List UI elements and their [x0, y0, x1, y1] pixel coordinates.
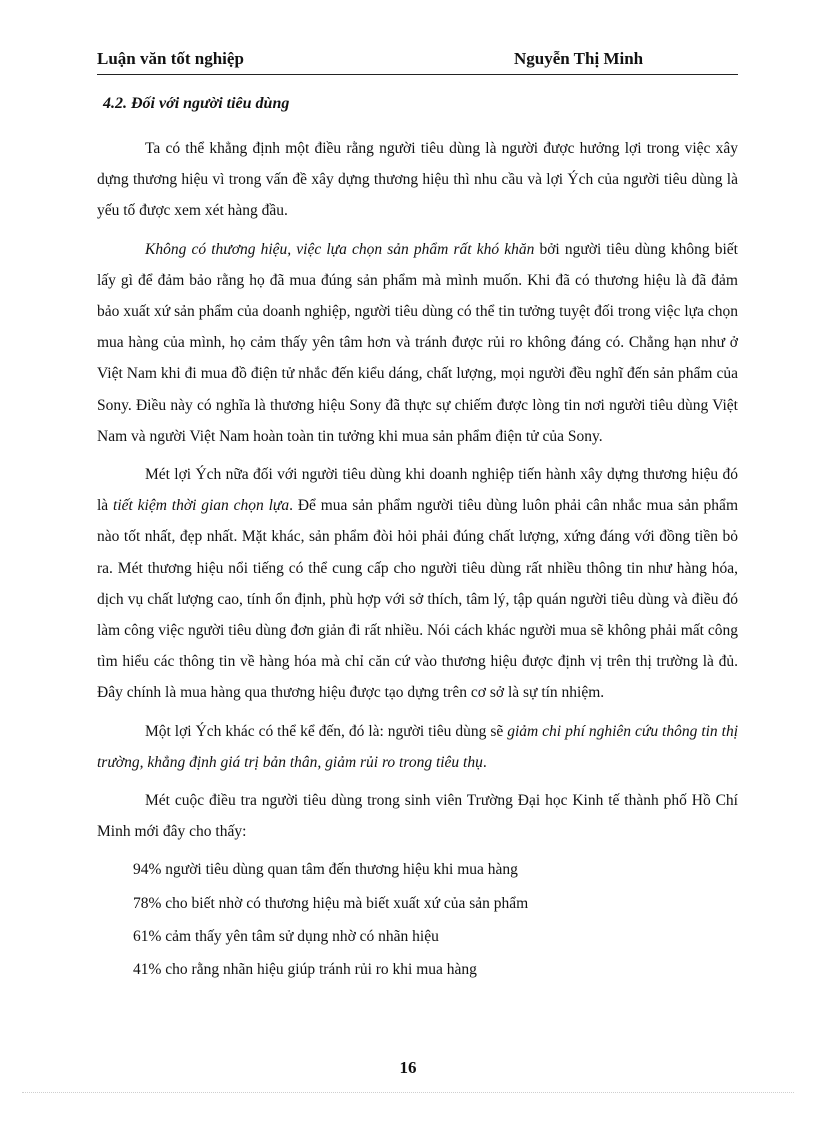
paragraph-2-emphasis: Không có thương hiệu, việc lựa chọn sản phẩm rất khó khăn [145, 240, 535, 258]
paragraph-3 [97, 459, 738, 709]
stat-line-61: 61% cảm thấy yên tâm sử dụng nhờ có nhãn hiệu [133, 927, 439, 945]
paragraph-5 [97, 785, 738, 847]
footer-divider [22, 1092, 794, 1093]
paragraph-2 [97, 234, 738, 452]
stat-line-41: 41% cho rằng nhãn hiệu giúp tránh rủi ro khi mua hàng [133, 961, 477, 979]
paragraph-5-text: Mét cuộc điều tra người tiêu dùng trong sinh viên Trường Đại học Kinh tế thành phố Hồ Chí Minh mới đây cho thấy: [97, 792, 738, 841]
paragraph-2-text: bởi người tiêu dùng không biết lấy gì để đảm bảo rằng họ đã mua đúng sản phẩm mà mình muốn. Khi đã có thương hiệu là đã đảm bảo xuất xứ sản phẩm của doanh nghiệp, người tiêu dùng có thể tin tưởng tuyệt đối trong việc lựa chọn mua hàng của mình, họ cảm thấy yên tâm hơn và tránh được rủi ro không đáng có. Chẳng hạn như ở Việt Nam khi đi mua đồ điện tử nhắc đến kiểu dáng, chất lượng, mọi người đều nghĩ đến sản phẩm của Sony. Điều này có nghĩa là thương hiệu Sony đã thực sự chiếm được lòng tin nơi người tiêu dùng Việt Nam và người Việt Nam hoàn toàn tin tưởng khi mua sản phẩm điện tử của Sony. [97, 240, 738, 445]
header-author-name: Nguyễn Thị Minh [514, 49, 644, 68]
page-header [97, 46, 738, 75]
page-number: 16 [399, 1058, 417, 1077]
header-thesis-title: Luận văn tốt nghiệp [97, 49, 244, 68]
paragraph-3-before: Mét lợi Ých nữa đối với người tiêu dùng khi doanh nghiệp tiến hành xây dựng thương hiệu đó là [97, 466, 738, 515]
paragraph-4 [97, 716, 738, 778]
section-title: 4.2. Đối với người tiêu dùng [103, 95, 290, 112]
paragraph-3-after: . Để mua sản phẩm người tiêu dùng luôn phải cân nhắc mua sản phẩm nào tốt nhất, đẹp nhất. Mặt khác, sản phẩm đòi hỏi phải đúng chất lượng, xứng đáng với đồng tiền bỏ ra. Mét thương hiệu nổi tiếng có thể cung cấp cho người tiêu dùng rất nhiều thông tin như hàng hóa, dịch vụ chất lượng cao, tính ổn định, phù hợp với sở thích, tâm lý, tập quán người tiêu dùng và điều đó làm công việc người tiêu dùng đơn giản đi rất nhiều. Nói cách khác người mua sẽ không phải mất công tìm hiểu các thông tin về hàng hóa mà chỉ căn cứ vào thương hiệu được định vị trên thị trường là đủ. Đây chính là mua hàng qua thương hiệu được tạo dựng trên cơ sở là sự tín nhiệm. [97, 497, 738, 702]
paragraph-1 [97, 133, 738, 227]
paragraph-4-emphasis: giảm chi phí nghiên cứu thông tin thị trường, khẳng định giá trị bản thân, giảm rủi ro trong tiêu thụ [97, 722, 739, 771]
paragraph-4-after: . [482, 753, 487, 771]
paragraph-4-before: Một lợi Ých khác có thể kể đến, đó là: người tiêu dùng sẽ [145, 722, 508, 740]
body-text [97, 133, 738, 987]
paragraph-1-text: Ta có thể khẳng định một điều rằng người tiêu dùng là người được hưởng lợi trong việc xây dựng thương hiệu vì trong vấn đề xây dựng thương hiệu thì nhu cầu và lợi Ých của người tiêu dùng là yếu tố được xem xét hàng đầu. [97, 140, 738, 220]
stat-line-78: 78% cho biết nhờ có thương hiệu mà biết xuất xứ của sản phẩm [133, 894, 529, 912]
paragraph-3-emphasis: tiết kiệm thời gian chọn lựa [113, 497, 290, 515]
stat-line-94: 94% người tiêu dùng quan tâm đến thương hiệu khi mua hàng [133, 861, 518, 879]
